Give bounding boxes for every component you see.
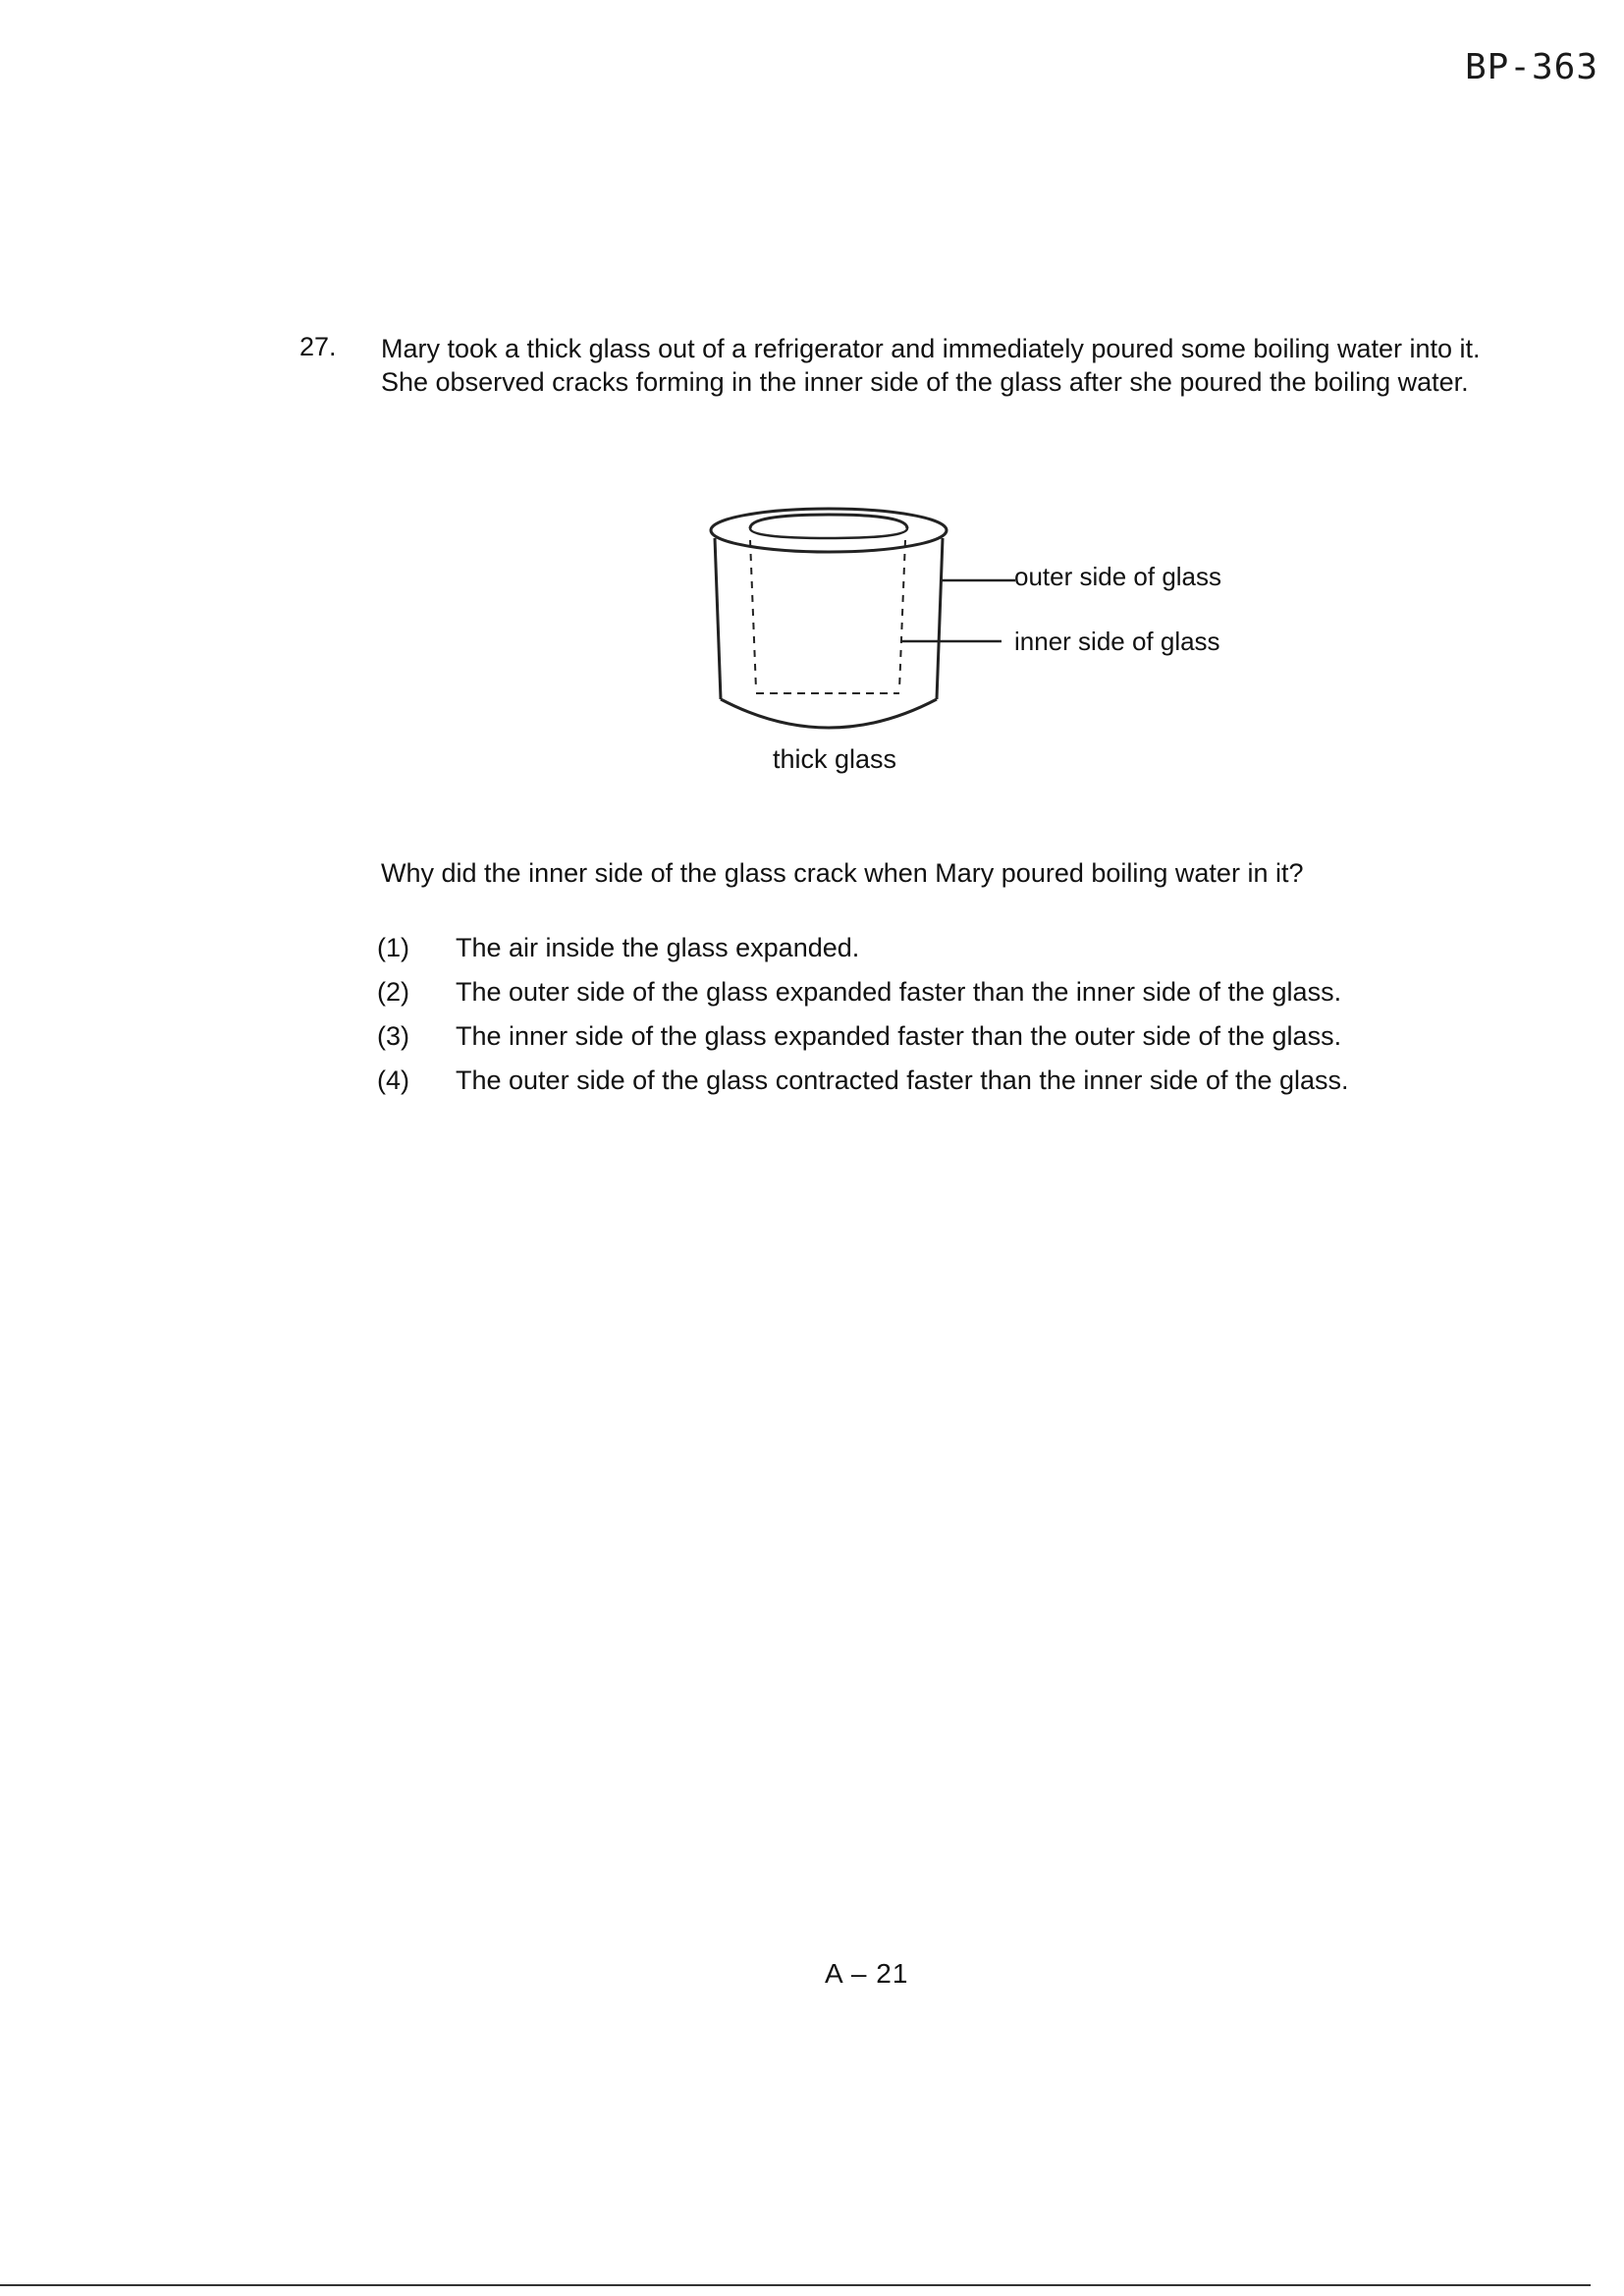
bottom-divider [0,2284,1591,2286]
glass-rim-inner-bottom [750,528,907,538]
glass-wall-right [937,538,943,699]
option-number: (3) [377,1021,409,1051]
inner-side-label: inner side of glass [1014,627,1220,656]
page-number: A – 21 [825,1958,909,1989]
question-prompt: Why did the inner side of the glass crack when Mary poured boiling water in it? [381,858,1304,888]
option-1[interactable] [377,933,1516,977]
option-text: The outer side of the glass contracted faster than the inner side of the glass. [456,1066,1349,1095]
question-stem: Mary took a thick glass out of a refrigerator and immediately poured some boiling water into it. She observed cracks forming in the inner side of the glass after she poured the boiling water. [381,334,1481,397]
option-number: (1) [377,933,409,962]
answer-options [377,933,1516,1110]
inner-wall-right-dashed [899,540,905,689]
paper-code: BP-363 [1464,47,1598,87]
thick-glass-diagram [687,491,1276,786]
option-3[interactable] [377,1021,1516,1066]
option-number: (2) [377,977,409,1007]
option-text: The inner side of the glass expanded faster than the outer side of the glass. [456,1021,1342,1051]
glass-rim-inner-top [750,515,907,528]
question-number: 27. [299,332,337,361]
figure-caption: thick glass [773,744,897,774]
option-text: The outer side of the glass expanded faster than the inner side of the glass. [456,977,1342,1007]
glass-base [721,699,937,728]
inner-wall-left-dashed [750,540,756,689]
option-number: (4) [377,1066,409,1095]
outer-side-label: outer side of glass [1014,562,1222,591]
option-text: The air inside the glass expanded. [456,933,860,962]
option-4[interactable] [377,1066,1516,1110]
option-2[interactable] [377,977,1516,1021]
glass-wall-left [715,538,721,699]
